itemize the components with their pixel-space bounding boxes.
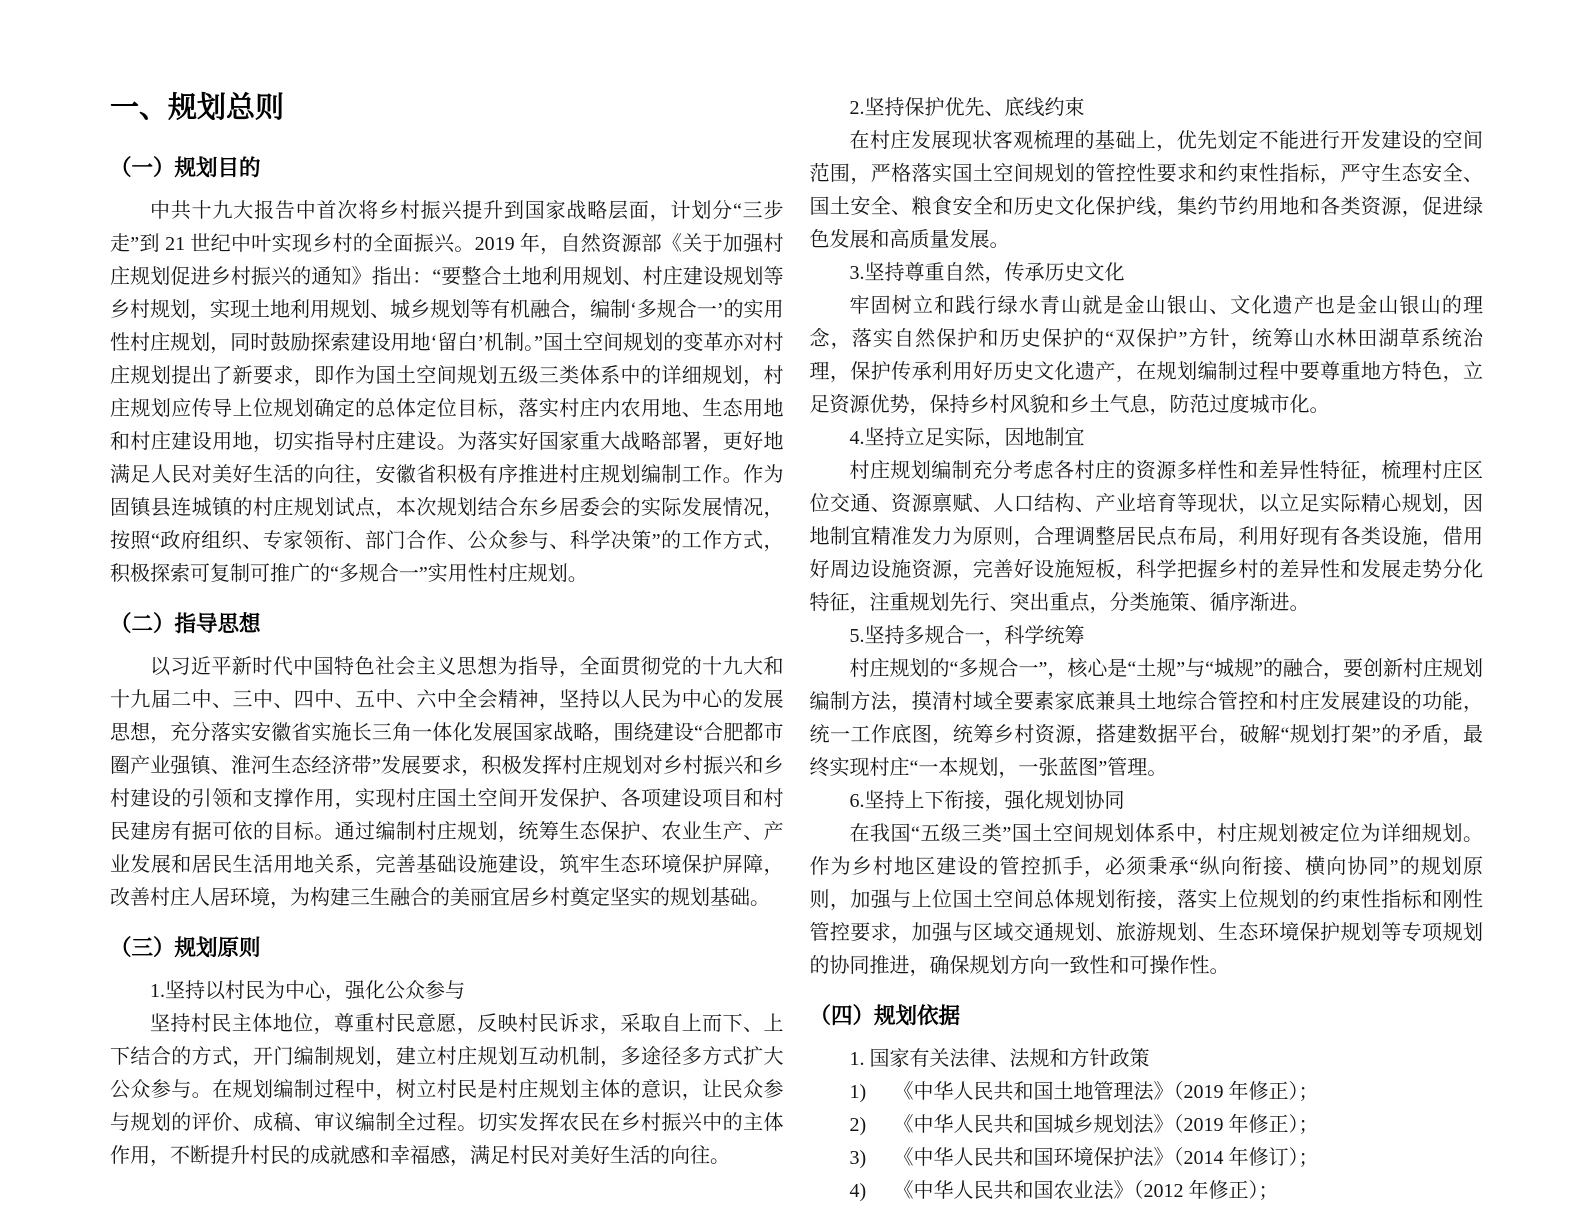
section-heading-purpose: （一）规划目的: [110, 156, 261, 181]
law-item-number: 3): [849, 1146, 867, 1169]
law-item-number: 4): [849, 1179, 867, 1202]
law-item-number: 1): [849, 1080, 867, 1103]
law-item-number: 2): [849, 1113, 867, 1136]
law-item-text: 《中华人民共和国城乡规划法》（2019 年修正）；: [893, 1113, 1319, 1136]
law-item: [810, 1109, 1484, 1142]
right-column: [809, 92, 1484, 1202]
law-item: [810, 1175, 1484, 1208]
principle-title-6: 6.坚持上下衔接，强化规划协同: [849, 790, 1125, 812]
law-item-text: 《中华人民共和国土地管理法》（2019 年修正）；: [893, 1080, 1319, 1103]
paragraph-purpose: 中共十九大报告中首次将乡村振兴提升到国家战略层面，计划分“三步走”到 21 世纪中叶实现乡村的全面振兴。2019 年，自然资源部《关于加强村庄规划促进乡村振兴的通知》指出：“要整合土地利用规划、村庄建设规划等乡村规划，实现土地利用规划、城乡规划等有机融合，编制‘多规合一’的实用性村庄规划，同时鼓励探索建设用地‘留白’机制。”国土空间规划的变革亦对村庄规划提出了新要求，即作为国土空间规划五级三类体系中的详细规划，村庄规划应传导上位规划确定的总体定位目标，落实村庄内农用地、生态用地和村庄建设用地，切实指导村庄建设。为落实好国家重大战略部署，更好地满足人民对美好生活的向往，安徽省积极有序推进村庄规划编制工作。作为固镇县连城镇的村庄规划试点，本次规划结合东乡居委会的实际发展情况，按照“政府组织、专家领衔、部门合作、公众参与、科学决策”的工作方式，积极探索可复制可推广的“多规合一”实用性村庄规划。: [110, 200, 784, 586]
principle-title-3: 3.坚持尊重自然，传承历史文化: [849, 262, 1125, 284]
principle-paragraph-1: 坚持村民主体地位，尊重村民意愿，反映村民诉求，采取自上而下、上下结合的方式，开门编制规划，建立村庄规划互动机制，多途径多方式扩大公众参与。在规划编制过程中，树立村民是村庄规划主体的意识，让民众参与规划的评价、成稿、审议编制全过程。切实发挥农民在乡村振兴中的主体作用，不断提升村民的成就感和幸福感，满足村民对美好生活的向往。: [110, 1013, 784, 1168]
principle-paragraph-4: 村庄规划编制充分考虑各村庄的资源多样性和差异性特征，梳理村庄区位交通、资源禀赋、人口结构、产业培育等现状，以立足实际精心规划，因地制宜精准发力为原则，合理调整居民点布局，利用好现有各类设施，借用好周边设施资源，完善好设施短板，科学把握乡村的差异性和发展走势分化特征，注重规划先行、突出重点，分类施策、循序渐进。: [809, 460, 1483, 614]
principle-title-5: 5.坚持多规合一，科学统筹: [849, 625, 1085, 647]
left-column: [110, 92, 784, 1168]
law-item-text: 《中华人民共和国农业法》（2012 年修正）；: [893, 1179, 1279, 1202]
section-heading-principles: （三）规划原则: [110, 936, 261, 961]
law-item-text: 《中华人民共和国环境保护法》（2014 年修订）；: [893, 1146, 1319, 1169]
paragraph-guiding-ideology: 以习近平新时代中国特色社会主义思想为指导，全面贯彻党的十九大和十九届二中、三中、四中、五中、六中全会精神，坚持以人民为中心的发展思想，充分落实安徽省实施长三角一体化发展国家战略，围绕建设“合肥都市圈产业强镇、淮河生态经济带”发展要求，积极发挥村庄规划对乡村振兴和乡村建设的引领和支撑作用，实现村庄国土空间开发保护、各项建设项目和村民建房有据可依的目标。通过编制村庄规划，统筹生态保护、农业生产、产业发展和居民生活用地关系，完善基础设施建设，筑牢生态环境保护屏障，改善村庄人居环境，为构建三生融合的美丽宜居乡村奠定坚实的规划基础。: [110, 656, 784, 910]
section-heading-basis: （四）规划依据: [809, 1004, 961, 1028]
law-category-title: 1. 国家有关法律、法规和方针政策: [849, 1047, 1150, 1070]
principle-title-4: 4.坚持立足实际，因地制宜: [849, 427, 1085, 449]
principle-title-1: 1.坚持以村民为中心，强化公众参与: [150, 980, 465, 1003]
principle-paragraph-2: 在村庄发展现状客观梳理的基础上，优先划定不能进行开发建设的空间范围，严格落实国土空间规划的管控性要求和约束性指标，严守生态安全、国土安全、粮食安全和历史文化保护线，集约节约用地和各类资源，促进绿色发展和高质量发展。: [809, 130, 1483, 251]
principle-paragraph-5: 村庄规划的“多规合一”，核心是“土规”与“城规”的融合，要创新村庄规划编制方法，摸清村域全要素家底兼具土地综合管控和村庄发展建设的功能，统一工作底图，统筹乡村资源，搭建数据平台，破解“规划打架”的矛盾，最终实现村庄“一本规划，一张蓝图”管理。: [809, 658, 1483, 779]
principle-paragraph-3: 牢固树立和践行绿水青山就是金山银山、文化遗产也是金山银山的理念，落实自然保护和历史保护的“双保护”方针，统筹山水林田湖草系统治理，保护传承利用好历史文化遗产，在规划编制过程中要尊重地方特色，立足资源优势，保持乡村风貌和乡土气息，防范过度城市化。: [809, 295, 1483, 416]
principle-paragraph-6: 在我国“五级三类”国土空间规划体系中，村庄规划被定位为详细规划。作为乡村地区建设的管控抓手，必须秉承“纵向衔接、横向协同”的规划原则，加强与上位国土空间总体规划衔接，落实上位规划的约束性指标和刚性管控要求，加强与区域交通规划、旅游规划、生态环境保护规划等专项规划的协同推进，确保规划方向一致性和可操作性。: [809, 823, 1483, 977]
section-heading-guiding-ideology: （二）指导思想: [110, 612, 261, 637]
law-item: [810, 1142, 1484, 1175]
law-item: [810, 1076, 1484, 1109]
principle-title-2: 2.坚持保护优先、底线约束: [849, 97, 1085, 119]
doc-title: 一、规划总则: [110, 92, 285, 124]
